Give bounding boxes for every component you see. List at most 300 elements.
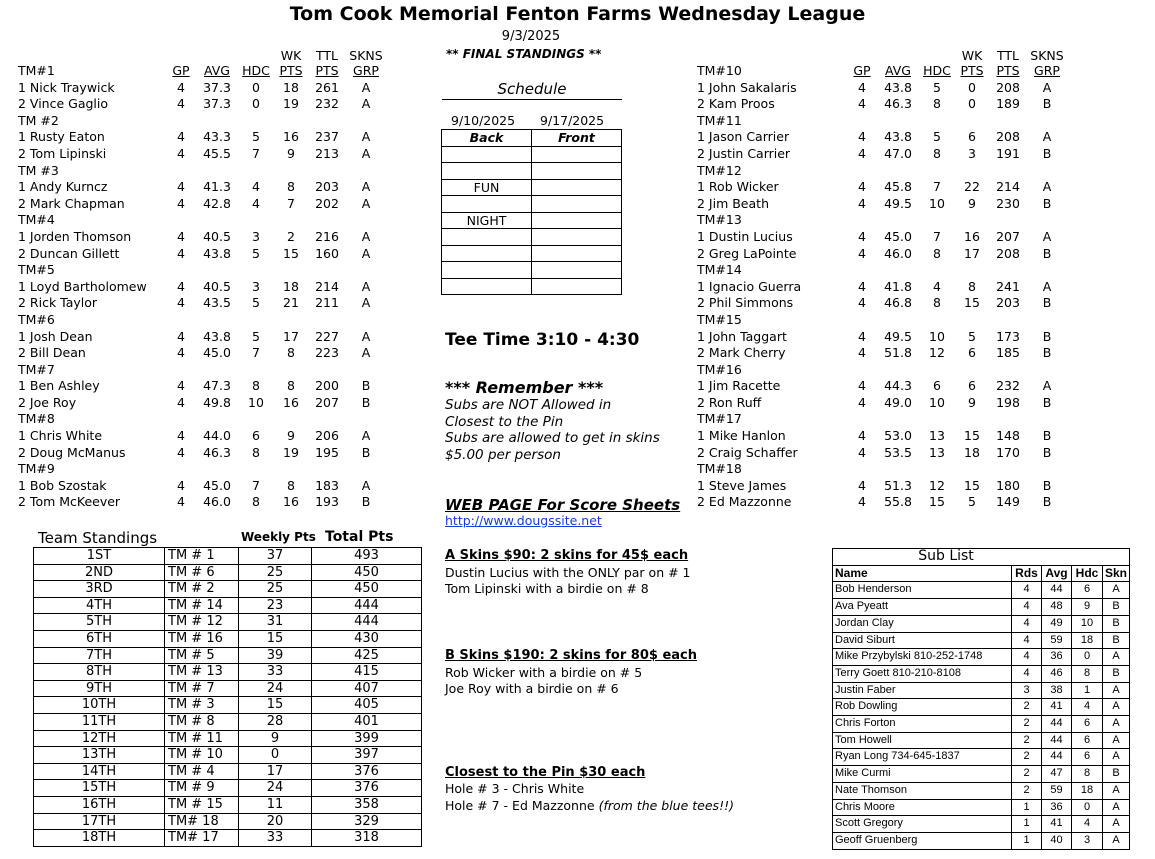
total-points: 195 — [315, 444, 339, 460]
empty-cell — [955, 212, 989, 229]
empty-cell — [196, 262, 238, 279]
sub-rounds: 1 — [1012, 816, 1042, 833]
empty-cell — [274, 113, 308, 130]
sub-handicap: 3 — [1072, 832, 1103, 849]
schedule-front-cell — [532, 245, 622, 262]
sub-handicap: 0 — [1072, 649, 1103, 666]
sub-handicap: 8 — [1072, 766, 1103, 783]
total-points: 203 — [996, 295, 1020, 311]
games-played: 4 — [177, 295, 185, 311]
skins-group: B — [1042, 494, 1052, 510]
standings-place: 15TH — [34, 780, 165, 797]
team-row — [697, 212, 1067, 229]
total-points: 214 — [315, 278, 339, 294]
left-team-table-body — [18, 48, 386, 511]
standings-row — [34, 813, 422, 830]
average: 40.5 — [203, 228, 231, 244]
sub-rounds: 2 — [1012, 766, 1042, 783]
games-played: 4 — [177, 494, 185, 510]
standings-total: 405 — [312, 697, 422, 714]
player-row — [18, 395, 386, 412]
empty-cell — [308, 262, 346, 279]
handicap: 10 — [929, 328, 945, 344]
standings-row — [34, 780, 422, 797]
sub-average: 46 — [1042, 665, 1072, 682]
weekly-points: 5 — [968, 328, 976, 344]
standings-weekly: 33 — [239, 830, 312, 847]
standings-total: 415 — [312, 664, 422, 681]
total-points: 173 — [996, 328, 1020, 344]
average: 53.0 — [884, 428, 912, 444]
remember-title: *** Remember *** — [445, 378, 604, 397]
empty-cell — [847, 411, 877, 428]
standings-team: TM # 11 — [165, 730, 239, 747]
sub-name: Ryan Long 734-645-1837 — [833, 749, 1012, 766]
remember-line: Closest to the Pin — [445, 414, 564, 430]
skins-group: A — [361, 328, 371, 344]
average: 43.8 — [884, 79, 912, 95]
handicap: 4 — [933, 278, 941, 294]
team-label: TM#18 — [697, 461, 742, 477]
empty-cell — [346, 362, 386, 379]
skins-group: B — [1042, 444, 1052, 460]
schedule-title: Schedule — [442, 80, 622, 100]
standings-total: 329 — [312, 813, 422, 830]
sub-handicap: 1 — [1072, 682, 1103, 699]
column-header — [196, 48, 238, 63]
handicap: 7 — [252, 345, 260, 361]
sub-handicap: 6 — [1072, 582, 1103, 599]
average: 55.8 — [884, 494, 912, 510]
ctp-note: (from the blue tees!!) — [598, 798, 734, 813]
left-team-table — [18, 48, 386, 511]
final-standings-label: ** FINAL STANDINGS ** — [446, 47, 602, 61]
column-header: SKNS — [1030, 48, 1064, 63]
team-row — [697, 113, 1067, 130]
b-skins-heading: B Skins $190: 2 skins for 80$ each — [445, 648, 697, 663]
b-skins-line: Rob Wicker with a birdie on # 5 — [445, 665, 643, 680]
skins-group: B — [361, 494, 371, 510]
games-played: 4 — [177, 96, 185, 112]
standings-total: 399 — [312, 730, 422, 747]
player-row — [697, 179, 1067, 196]
empty-cell — [877, 163, 919, 180]
team-label: TM#4 — [18, 212, 55, 228]
empty-cell — [955, 262, 989, 279]
games-played: 4 — [177, 345, 185, 361]
total-points: 261 — [315, 79, 339, 95]
player-row — [18, 329, 386, 346]
standings-team: TM # 9 — [165, 780, 239, 797]
standings-row — [34, 614, 422, 631]
sub-rounds: 3 — [1012, 682, 1042, 699]
schedule-row — [442, 179, 622, 196]
player-name: 2 Craig Schaffer — [697, 444, 798, 460]
a-skins-heading: A Skins $90: 2 skins for 45$ each — [445, 548, 689, 563]
sub-list-row — [833, 832, 1130, 849]
total-points: 149 — [996, 494, 1020, 510]
handicap: 10 — [248, 394, 264, 410]
total-points: 207 — [996, 228, 1020, 244]
sub-handicap: 18 — [1072, 782, 1103, 799]
column-header-wk: PTS — [279, 63, 303, 78]
schedule-header-row — [442, 130, 622, 147]
standings-row — [34, 630, 422, 647]
weekly-points: 6 — [968, 378, 976, 394]
team-label: TM #2 — [18, 112, 59, 128]
team-label: TM#12 — [697, 162, 742, 178]
empty-cell — [919, 362, 955, 379]
standings-total: 358 — [312, 796, 422, 813]
handicap: 8 — [252, 378, 260, 394]
player-row — [697, 494, 1067, 511]
empty-cell — [989, 461, 1027, 478]
sub-rounds: 2 — [1012, 782, 1042, 799]
total-points: 185 — [996, 345, 1020, 361]
standings-total: 430 — [312, 630, 422, 647]
empty-cell — [346, 212, 386, 229]
column-header — [919, 48, 955, 63]
schedule-row — [442, 196, 622, 213]
empty-cell — [919, 262, 955, 279]
team-row — [697, 362, 1067, 379]
empty-cell — [238, 262, 274, 279]
column-header-skns: GRP — [353, 63, 379, 78]
sub-skins-group: A — [1103, 716, 1130, 733]
sub-list-row — [833, 615, 1130, 632]
sub-list-caption-row — [833, 549, 1130, 566]
empty-cell — [877, 262, 919, 279]
player-row — [697, 345, 1067, 362]
weekly-points: 8 — [968, 278, 976, 294]
standings-row — [34, 664, 422, 681]
average: 46.3 — [884, 96, 912, 112]
sub-average: 36 — [1042, 649, 1072, 666]
average: 49.5 — [884, 195, 912, 211]
player-row — [18, 146, 386, 163]
standings-weekly: 15 — [239, 697, 312, 714]
column-header — [166, 48, 196, 63]
sub-list-header: Hdc — [1072, 565, 1103, 582]
games-played: 4 — [858, 477, 866, 493]
sub-skins-group: B — [1103, 615, 1130, 632]
weekly-points: 0 — [968, 79, 976, 95]
standings-place: 16TH — [34, 796, 165, 813]
handicap: 3 — [252, 278, 260, 294]
weekly-points: 19 — [283, 444, 299, 460]
skins-group: A — [1042, 79, 1052, 95]
player-row — [697, 229, 1067, 246]
standings-team: TM# 18 — [165, 813, 239, 830]
games-played: 4 — [858, 228, 866, 244]
weekly-points: 5 — [968, 494, 976, 510]
column-header: SKNS — [349, 48, 383, 63]
weekly-points: 9 — [287, 428, 295, 444]
standings-place: 2ND — [34, 564, 165, 581]
player-row — [697, 279, 1067, 296]
empty-cell — [1027, 262, 1067, 279]
empty-cell — [346, 312, 386, 329]
sub-list-header: Rds — [1012, 565, 1042, 582]
weekly-points: 2 — [287, 228, 295, 244]
sub-average: 44 — [1042, 749, 1072, 766]
average: 43.3 — [203, 129, 231, 145]
average: 44.3 — [884, 378, 912, 394]
games-played: 4 — [177, 378, 185, 394]
sub-skins-group: A — [1103, 699, 1130, 716]
schedule-back-cell — [442, 278, 532, 295]
sub-list-header-row — [833, 565, 1130, 582]
empty-cell — [919, 411, 955, 428]
sub-list-row — [833, 799, 1130, 816]
column-header — [238, 48, 274, 63]
empty-cell — [346, 262, 386, 279]
schedule-row — [442, 278, 622, 295]
team-label: TM#10 — [697, 63, 742, 78]
average: 49.8 — [203, 394, 231, 410]
sub-skins-group: A — [1103, 832, 1130, 849]
weekly-points: 8 — [287, 179, 295, 195]
skins-group: B — [1042, 394, 1052, 410]
empty-cell — [238, 411, 274, 428]
standings-team: TM # 16 — [165, 630, 239, 647]
standings-row — [34, 697, 422, 714]
skins-group: A — [361, 228, 371, 244]
sub-name: Justin Faber — [833, 682, 1012, 699]
column-header — [18, 48, 166, 63]
player-row — [697, 445, 1067, 462]
team-row — [18, 461, 386, 478]
handicap: 8 — [933, 245, 941, 261]
sub-name: Geoff Gruenberg — [833, 832, 1012, 849]
sub-name: Nate Thomson — [833, 782, 1012, 799]
ctp-line-text: Hole # 7 - Ed Mazzonne — [445, 798, 599, 813]
total-points: 211 — [315, 295, 339, 311]
total-points: 241 — [996, 278, 1020, 294]
player-row — [18, 229, 386, 246]
empty-cell — [847, 113, 877, 130]
games-played: 4 — [177, 444, 185, 460]
handicap: 8 — [933, 96, 941, 112]
empty-cell — [847, 212, 877, 229]
games-played: 4 — [858, 394, 866, 410]
team-row — [697, 411, 1067, 428]
standings-place: 18TH — [34, 830, 165, 847]
ctp-heading: Closest to the Pin $30 each — [445, 765, 646, 780]
standings-team: TM # 1 — [165, 548, 239, 565]
average: 43.5 — [203, 295, 231, 311]
empty-cell — [955, 461, 989, 478]
sub-list-row — [833, 782, 1130, 799]
team-label: TM#14 — [697, 262, 742, 278]
total-points: 191 — [996, 145, 1020, 161]
standings-weekly: 0 — [239, 747, 312, 764]
average: 51.3 — [884, 477, 912, 493]
empty-cell — [847, 362, 877, 379]
column-header-ttl: PTS — [315, 63, 339, 78]
player-name: 1 Rusty Eaton — [18, 129, 105, 145]
empty-cell — [238, 163, 274, 180]
games-played: 4 — [858, 79, 866, 95]
remember-line: $5.00 per person — [445, 447, 561, 463]
weekly-points: 3 — [968, 145, 976, 161]
total-points: 203 — [315, 179, 339, 195]
sub-average: 40 — [1042, 832, 1072, 849]
column-header-row — [18, 48, 386, 63]
team-label: TM#16 — [697, 361, 742, 377]
column-header — [877, 48, 919, 63]
schedule-back-cell — [442, 196, 532, 213]
weekly-points: 16 — [964, 228, 980, 244]
empty-cell — [346, 411, 386, 428]
weekly-points: 15 — [964, 428, 980, 444]
empty-cell — [1027, 163, 1067, 180]
handicap: 7 — [933, 228, 941, 244]
player-name: 1 Bob Szostak — [18, 477, 107, 493]
games-played: 4 — [177, 428, 185, 444]
empty-cell — [346, 461, 386, 478]
schedule-date-2: 9/17/2025 — [540, 113, 605, 128]
team-label: TM #3 — [18, 162, 59, 178]
right-team-table — [697, 48, 1067, 511]
sub-skins-group: A — [1103, 799, 1130, 816]
total-points: 193 — [315, 494, 339, 510]
games-played: 4 — [858, 129, 866, 145]
standings-weekly: 25 — [239, 564, 312, 581]
handicap: 13 — [929, 444, 945, 460]
standings-place: 3RD — [34, 581, 165, 598]
standings-total: 493 — [312, 548, 422, 565]
games-played: 4 — [858, 96, 866, 112]
standings-weekly: 24 — [239, 780, 312, 797]
standings-weekly: 23 — [239, 597, 312, 614]
player-name: 2 Joe Roy — [18, 394, 77, 410]
handicap: 8 — [252, 494, 260, 510]
sub-handicap: 0 — [1072, 799, 1103, 816]
sub-list-row — [833, 699, 1130, 716]
games-played: 4 — [177, 228, 185, 244]
standings-weekly: 20 — [239, 813, 312, 830]
team-label: TM#6 — [18, 311, 55, 327]
weekly-points: 8 — [287, 477, 295, 493]
ctp-line — [445, 798, 734, 813]
team-row — [18, 262, 386, 279]
total-points: 237 — [315, 129, 339, 145]
empty-cell — [166, 362, 196, 379]
sub-skins-group: B — [1103, 599, 1130, 616]
skins-group: B — [1042, 195, 1052, 211]
weekly-points: 6 — [968, 129, 976, 145]
column-header-wk: PTS — [960, 63, 984, 78]
player-row — [18, 494, 386, 511]
sub-list-row — [833, 665, 1130, 682]
games-played: 4 — [177, 129, 185, 145]
handicap: 4 — [252, 179, 260, 195]
player-name: 1 Andy Kurncz — [18, 179, 108, 195]
average: 49.0 — [884, 394, 912, 410]
sub-skins-group: A — [1103, 582, 1130, 599]
skins-group: B — [1042, 295, 1052, 311]
weekly-points: 7 — [287, 195, 295, 211]
player-row — [18, 478, 386, 495]
skins-group: A — [361, 477, 371, 493]
schedule-row — [442, 146, 622, 163]
standings-row — [34, 747, 422, 764]
player-name: 1 Jorden Thomson — [18, 228, 132, 244]
sub-list-row — [833, 766, 1130, 783]
standings-place: 4TH — [34, 597, 165, 614]
weekly-points: 6 — [968, 345, 976, 361]
team-row — [18, 163, 386, 180]
sub-list-header: Name — [833, 565, 1012, 582]
player-row — [18, 80, 386, 97]
skins-group: A — [361, 79, 371, 95]
handicap: 10 — [929, 195, 945, 211]
sub-name: Mike Przybylski 810-252-1748 — [833, 649, 1012, 666]
standings-row — [34, 763, 422, 780]
handicap: 12 — [929, 345, 945, 361]
player-name: 2 Ron Ruff — [697, 394, 762, 410]
games-played: 4 — [177, 394, 185, 410]
schedule-front-cell — [532, 196, 622, 213]
empty-cell — [877, 212, 919, 229]
handicap: 15 — [929, 494, 945, 510]
empty-cell — [166, 312, 196, 329]
remember-line: Subs are NOT Allowed in — [445, 397, 612, 413]
empty-cell — [196, 362, 238, 379]
empty-cell — [877, 362, 919, 379]
empty-cell — [308, 163, 346, 180]
sub-handicap: 8 — [1072, 665, 1103, 682]
sub-list-row — [833, 749, 1130, 766]
team-row — [18, 312, 386, 329]
website-link[interactable]: http://www.dougssite.net — [445, 513, 602, 528]
sub-name: Chris Forton — [833, 716, 1012, 733]
player-name: 1 Mike Hanlon — [697, 428, 786, 444]
player-name: 2 Tom Lipinski — [18, 145, 107, 161]
standings-place: 9TH — [34, 680, 165, 697]
standings-weekly: 28 — [239, 713, 312, 730]
standings-place: 10TH — [34, 697, 165, 714]
sub-name: Chris Moore — [833, 799, 1012, 816]
standings-team: TM # 10 — [165, 747, 239, 764]
skins-group: A — [361, 278, 371, 294]
tee-time: Tee Time 3:10 - 4:30 — [445, 330, 640, 350]
player-row — [18, 179, 386, 196]
team-label: TM#15 — [697, 311, 742, 327]
total-points: 189 — [996, 96, 1020, 112]
sub-name: Rob Dowling — [833, 699, 1012, 716]
skins-group: B — [1042, 328, 1052, 344]
schedule-front-cell — [532, 278, 622, 295]
sub-average: 59 — [1042, 782, 1072, 799]
team-row — [697, 262, 1067, 279]
player-row — [697, 129, 1067, 146]
handicap: 5 — [252, 328, 260, 344]
total-points: 214 — [996, 179, 1020, 195]
player-name: 2 Tom McKeever — [18, 494, 121, 510]
standings-total: 425 — [312, 647, 422, 664]
sub-average: 44 — [1042, 716, 1072, 733]
skins-group: B — [361, 378, 371, 394]
skins-group: B — [361, 444, 371, 460]
skins-group: A — [361, 179, 371, 195]
standings-place: 17TH — [34, 813, 165, 830]
team-label: TM#8 — [18, 411, 55, 427]
empty-cell — [308, 362, 346, 379]
right-team-table-body — [697, 48, 1067, 511]
sub-name: Scott Gregory — [833, 816, 1012, 833]
